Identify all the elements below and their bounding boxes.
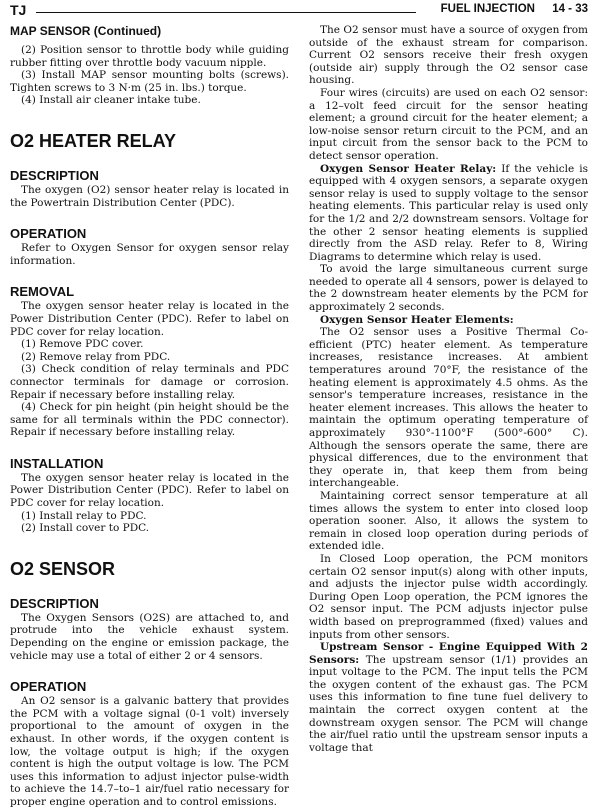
sensor-description-heading: DESCRIPTION [10,595,99,611]
relay-installation-step-1: (1) Install relay to PDC. [21,509,147,522]
ptc-heater-paragraph: The O2 sensor uses a Positive Thermal Co-efficient (PTC) heater element. As temperature increases, resistance increases. At ambient temperatures around 70°F, the resistance of the heating element is approximately 4.5 ohms. As the sensor's temperature increases, resistance in the heater element increases. This allows the heater to maintain the optimum operating temperature of approximately 930°-1100°F (500°-600° C). Although the sensors operate the same, there are physical differences, due to the environment that they operate in, that keep them from being interchangeable. [309,326,588,490]
relay-installation-heading: INSTALLATION [10,455,104,471]
heater-elements-heading: Oxygen Sensor Heater Elements: [320,313,514,326]
right-column [309,24,588,754]
heater-relay-paragraph [309,163,588,264]
relay-description-heading: DESCRIPTION [10,167,99,183]
page-header [10,2,588,22]
relay-removal-heading: REMOVAL [10,284,75,300]
relay-removal-step-1: (1) Remove PDC cover. [21,338,144,351]
relay-operation-heading: OPERATION [10,226,87,242]
sensor-title: O2 SENSOR [10,558,116,579]
page-number: 14 - 33 [552,3,588,15]
heater-relay-text: If the vehicle is equipped with 4 oxygen sensors, a separate oxygen sensor relay is used to supply voltage to the sensor heating elements. This particular relay is used only for the 1/2 and 2/2 downstream sensors. Voltage for the other 2 sensor heating elements is supplied directly from the ASD relay. Refer to 8, Wiring Diagrams to determine which relay is used. [309,162,588,263]
header-rule [36,12,416,13]
sensor-operation-text: An O2 sensor is a galvanic battery that provides the PCM with a voltage signal (0-1 volt) inversely proportional to the amount of oxygen in the exhaust. In other words, if the oxygen content is low, the voltage output is high; if the oxygen content is high the output voltage is low. The PCM uses this information to adjust injector pulse-width to achieve the 14.7–to–1 air/fuel ratio necessary for proper engine operation and to control emissions. [10,695,289,808]
map-continued-heading: MAP SENSOR (Continued) [10,24,162,38]
upstream-sensor-lead: Upstream Sensor - Engine Equipped With 2 Sensors: [309,641,588,666]
relay-removal-step-2: (2) Remove relay from PDC. [21,350,171,363]
relay-removal-step-4: (4) Check for pin height (pin height should be the same for all terminals within the PDC connector). Repair if necessary before installing relay. [10,401,289,439]
closed-loop-paragraph: In Closed Loop operation, the PCM monitors certain O2 sensor input(s) along with other inputs, and adjusts the injector pulse width accordingly. During Open Loop operation, the PCM ignores the O2 sensor input. The PCM adjusts injector pulse width based on preprogrammed (fixed) values and inputs from other sensors. [309,552,588,641]
relay-removal-intro: The oxygen sensor heater relay is located in the Power Distribution Center (PDC). Refer to label on PDC cover for relay location. [10,300,289,338]
header-right [427,3,588,15]
section-title: FUEL INJECTION [440,3,535,15]
sensor-temperature-paragraph: Maintaining correct sensor temperature at all times allows the system to enter into closed loop operation sooner. Also, it allows the system to remain in closed loop operation during periods of extended idle. [309,489,588,553]
upstream-sensor-text: The upstream sensor (1/1) provides an input voltage to the PCM. The input tells the PCM the oxygen content of the exhaust gas. The PCM uses this information to fine tune fuel delivery to maintain the correct oxygen content at the downstream oxygen sensor. The PCM will change the air/fuel ratio until the upstream sensor inputs a voltage that [309,653,588,754]
relay-title: O2 HEATER RELAY [10,130,177,151]
upstream-sensor-paragraph [309,641,588,754]
sensor-description-text: The Oxygen Sensors (O2S) are attached to, and protrude into the vehicle exhaust system. Depending on the engine or emission package, the vehicle may use a total of either 2 or 4 sensors. [10,611,289,662]
left-column [10,24,289,809]
relay-removal-step-3: (3) Check condition of relay terminals and PDC connector terminals for damage or corrosion. Repair if necessary before installing relay. [10,363,289,401]
relay-installation-intro: The oxygen sensor heater relay is located in the Power Distribution Center (PDC). Refer to label on PDC cover for relay location. [10,471,289,510]
heater-relay-lead: Oxygen Sensor Heater Relay: [320,162,497,175]
four-wires-paragraph: Four wires (circuits) are used on each O2 sensor: a 12–volt feed circuit for the sensor heating element; a ground circuit for the heater element; a low-noise sensor return circuit to the PCM, and an input circuit from the sensor back to the PCM to detect sensor operation. [309,86,588,162]
sensor-operation-heading: OPERATION [10,679,87,695]
map-step-3: (3) Install MAP sensor mounting bolts (screws). Tighten screws to 3 N·m (25 in. lbs.) torque. [10,69,289,94]
oxygen-source-paragraph: The O2 sensor must have a source of oxygen from outside of the exhaust stream for comparison. Current O2 sensors receive their fresh oxygen (outside air) supply through the O2 sensor case housing. [309,24,588,87]
relay-installation-step-2: (2) Install cover to PDC. [21,522,150,535]
map-step-4: (4) Install air cleaner intake tube. [21,94,201,107]
map-step-2: (2) Position sensor to throttle body while guiding rubber fitting over throttle body vacuum nipple. [10,44,289,69]
relay-operation-text: Refer to Oxygen Sensor for oxygen sensor relay information. [10,242,289,267]
relay-description-text: The oxygen (O2) sensor heater relay is located in the Powertrain Distribution Center (PDC). [10,183,289,209]
vehicle-code: TJ [10,2,27,18]
current-surge-paragraph: To avoid the large simultaneous current surge needed to operate all 4 sensors, power is delayed to the 2 downstream heater elements by the PCM for approximately 2 seconds. [309,263,588,314]
